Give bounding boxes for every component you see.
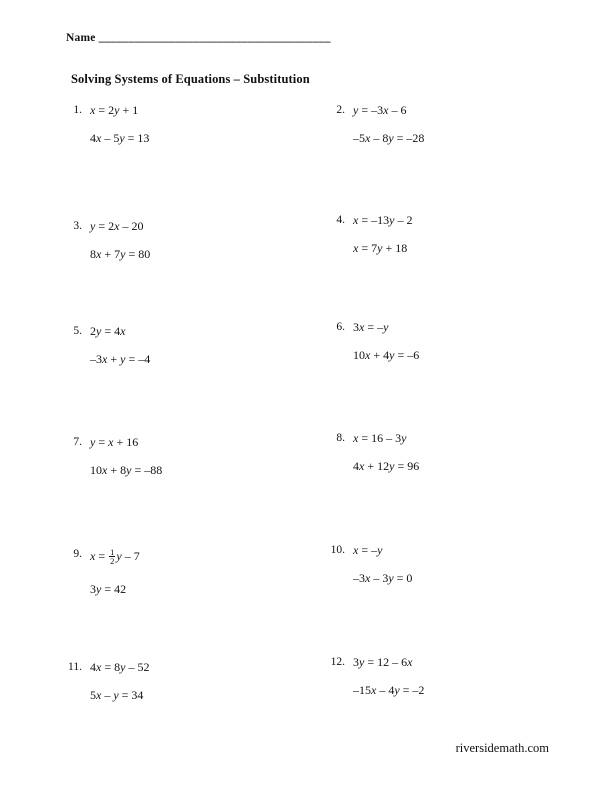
equation-1: x = 2y + 1 <box>90 103 139 117</box>
problem-equations <box>353 656 424 696</box>
problem-number: 3. <box>73 220 82 232</box>
problem-equations <box>90 548 140 595</box>
page-title: Solving Systems of Equations – Substitution <box>71 72 310 86</box>
fraction-one-half: $\frac{1}{2}$ <box>110 546 115 567</box>
equation-2: 4x + 12y = 96 <box>353 459 420 473</box>
equation-2: –15x – 4y = –2 <box>353 683 425 697</box>
problem-number: 6. <box>336 321 345 333</box>
problem-number: 2. <box>336 104 345 116</box>
problem-number: 11. <box>68 661 82 673</box>
problem-number: 8. <box>336 432 345 444</box>
equation-2: 4x – 5y = 13 <box>90 131 150 145</box>
problem-number: 7. <box>73 436 82 448</box>
equation-1: y = –3x – 6 <box>353 103 407 117</box>
equation-2: 3y = 42 <box>90 581 127 596</box>
equation-1: x = 16 – 3y <box>353 431 407 445</box>
equation-1: y = x + 16 <box>90 435 139 449</box>
problem-equations <box>353 432 419 472</box>
problem-equations <box>90 661 149 701</box>
equation-2: 10x + 8y = –88 <box>90 463 163 477</box>
problem-number: 10. <box>330 544 345 556</box>
problem-equations <box>353 214 412 254</box>
problem-number: 12. <box>330 656 345 668</box>
equation-1: 2y = 4x <box>90 324 126 338</box>
equation-1: y = 2x – 20 <box>90 219 144 233</box>
equation-1: x = –13y – 2 <box>353 213 413 227</box>
problem-equations <box>90 436 162 476</box>
problem-number: 4. <box>336 214 345 226</box>
equation-2: 10x + 4y = –6 <box>353 348 420 362</box>
equation-1: 4x = 8y – 52 <box>90 660 150 674</box>
problem-equations <box>353 544 412 584</box>
problem-number: 5. <box>73 325 82 337</box>
equation-2: –5x – 8y = –28 <box>353 131 425 145</box>
problem-equations <box>90 220 150 260</box>
equation-1: x = $\frac{1}{2}$ y – 7 <box>90 546 140 567</box>
problem-equations <box>90 104 149 144</box>
name-field-label: Name _______________________________________ <box>66 32 331 44</box>
equation-1: 3y = 12 – 6x <box>353 655 413 669</box>
equation-1: x = –y <box>353 543 383 557</box>
equation-2: –3x – 3y = 0 <box>353 571 413 585</box>
equation-2: 8x + 7y = 80 <box>90 247 151 261</box>
equation-2: –3x + y = –4 <box>90 352 151 366</box>
footer-credit: riversidemath.com <box>455 741 549 755</box>
problem-equations <box>353 321 419 361</box>
equation-2: 5x – y = 34 <box>90 688 144 702</box>
problem-number: 9. <box>73 548 82 560</box>
problem-number: 1. <box>73 104 82 116</box>
equation-2: x = 7y + 18 <box>353 241 408 255</box>
problem-equations <box>90 325 150 365</box>
equation-1: 3x = –y <box>353 320 389 334</box>
problem-equations <box>353 104 424 144</box>
